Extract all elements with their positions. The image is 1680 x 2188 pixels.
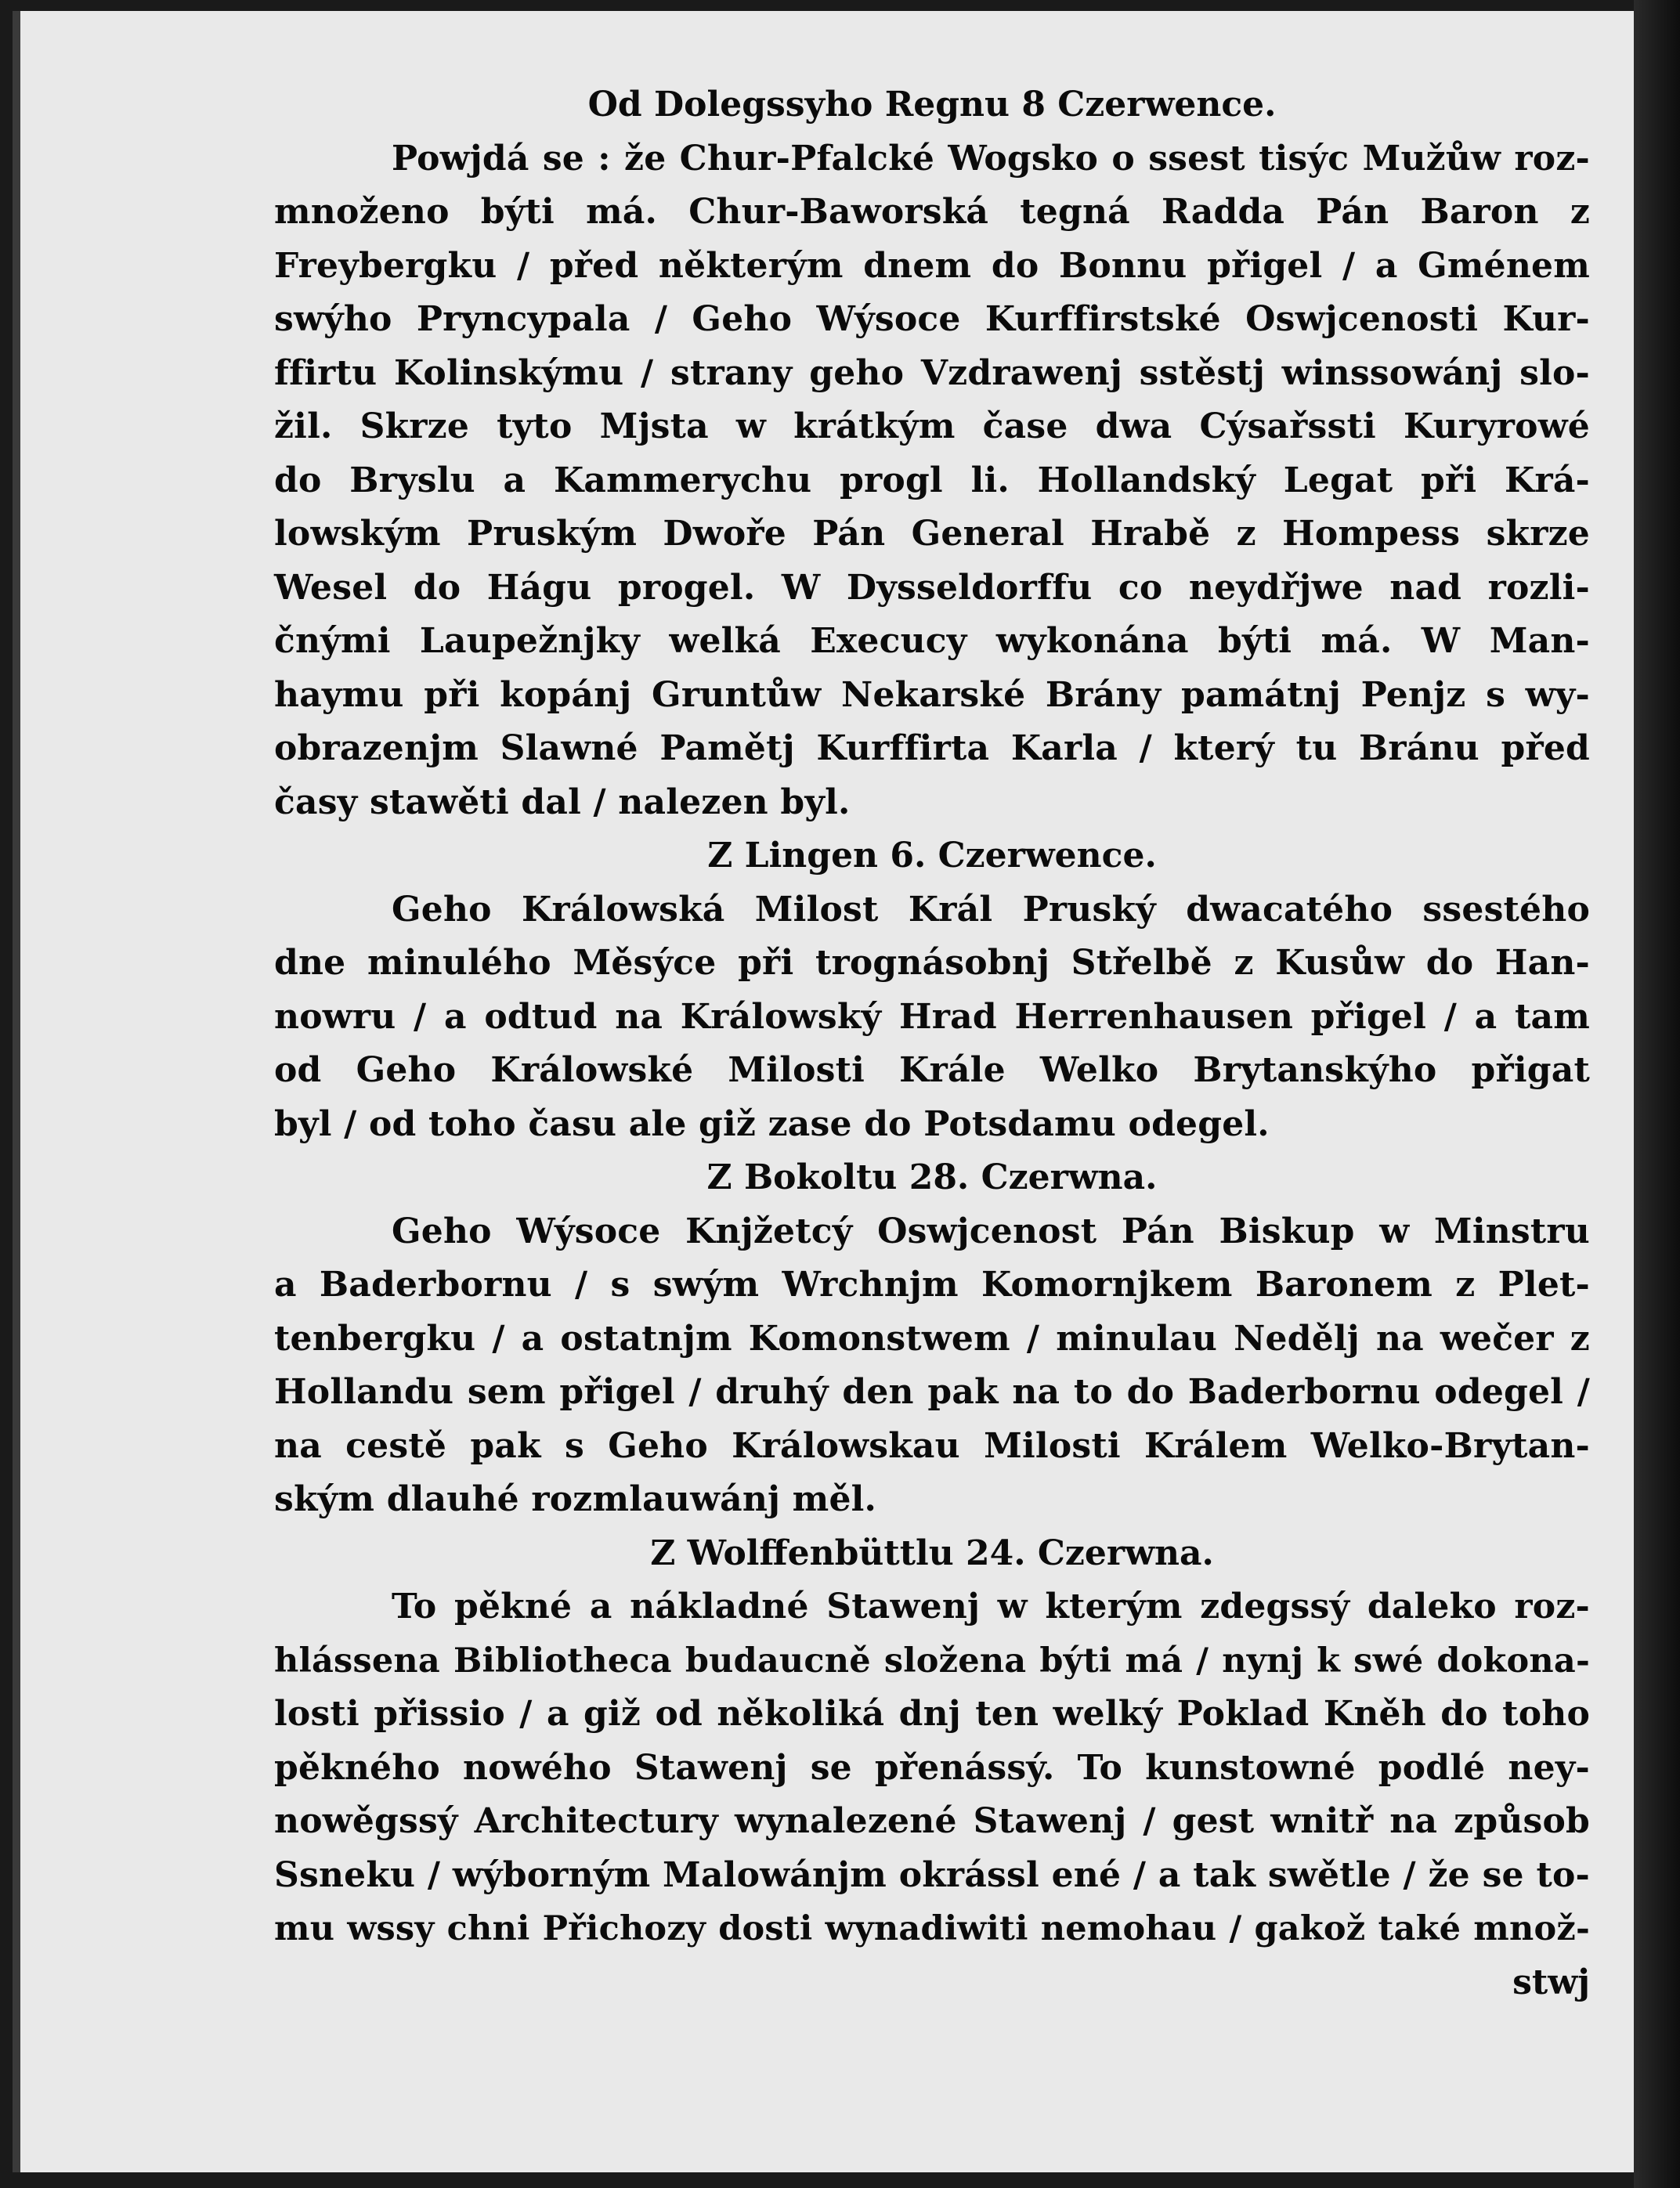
text-line: pěkného nowého Stawenj se přenássý. To kunstowné podlé ney-: [274, 1747, 1590, 1788]
text-line: Geho Králowská Milost Král Pruský dwacatého ssestého: [392, 889, 1590, 930]
text-line: losti přissio / a giž od několiká dnj ten welký Poklad Kněh do toho: [274, 1694, 1590, 1734]
text-line: na cestě pak s Geho Králowskau Milosti Králem Welko-Brytan-: [274, 1425, 1590, 1466]
text-line: ffirtu Kolinskýmu / strany geho Vzdrawenj sstěstj winssowánj slo-: [274, 352, 1590, 393]
text-line: Wesel do Hágu progel. W Dysseldorffu co neydřjwe nad rozli-: [274, 567, 1590, 608]
section-heading: Z Bokoltu 28. Czerwna.: [706, 1157, 1158, 1197]
text-line: byl / od toho času ale giž zase do Potsdamu odegel.: [274, 1103, 1270, 1144]
text-line: dne minulého Měsýce při trognásobnj Střelbě z Kusůw do Han-: [274, 943, 1590, 983]
text-line: do Bryslu a Kammerychu progl li. Hollandský Legat při Krá-: [274, 460, 1590, 500]
section-heading: Z Lingen 6. Czerwence.: [707, 836, 1157, 876]
text-line: swýho Pryncypala / Geho Wýsoce Kurffirstské Oswjcenosti Kur-: [274, 299, 1590, 339]
text-line: To pěkné a nákladné Stawenj w kterým zdegssý daleko roz-: [392, 1587, 1590, 1627]
text-line: časy stawěti dal / nalezen byl.: [274, 782, 851, 822]
text-line: Powjdá se : že Chur-Pfalcké Wogsko o ssest tisýc Mužůw roz-: [392, 138, 1590, 179]
text-line: obrazenjm Slawné Pamětj Kurffirta Karla / který tu Bránu před: [274, 728, 1590, 768]
text-line: nowěgssý Architectury wynalezené Stawenj / gest wnitř na způsob: [274, 1801, 1590, 1841]
text-line: ským dlauhé rozmlauwánj měl.: [274, 1479, 877, 1519]
text-line: mu wssy chni Přichozy dosti wynadiwiti nemohau / gakož také množ-: [274, 1909, 1590, 1948]
catchword: stwj: [1512, 1962, 1590, 2002]
text-line: Hollandu sem přigel / druhý den pak na to do Baderbornu odegel /: [274, 1372, 1590, 1412]
text-line: nowru / a odtud na Králowský Hrad Herrenhausen přigel / a tam: [274, 996, 1590, 1037]
text-line: hlássena Bibliotheca budaucně složena býti má / nynj k swé dokona-: [274, 1641, 1590, 1681]
text-line: Freybergku / před některým dnem do Bonnu přigel / a Gménem: [274, 245, 1590, 286]
newspaper-text-block: [274, 78, 1590, 2009]
section-heading: Od Dolegssyho Regnu 8 Czerwence.: [587, 85, 1277, 125]
text-line: od Geho Králowské Milosti Krále Welko Brytanskýho přigat: [274, 1050, 1590, 1090]
text-line: haymu při kopánj Gruntůw Nekarské Brány památnj Penjz s wy-: [274, 674, 1590, 715]
text-line: čnými Laupežnjky welká Execucy wykonána býti má. W Man-: [274, 621, 1590, 661]
text-line: Geho Wýsoce Knjžetcý Oswjcenost Pán Biskup w Minstru: [392, 1211, 1590, 1251]
text-line: tenbergku / a ostatnjm Komonstwem / minulau Nedělj na wečer z: [274, 1318, 1590, 1359]
text-line: lowským Pruským Dwoře Pán General Hrabě z Hompess skrze: [274, 514, 1590, 554]
text-line: Ssneku / wýborným Malowánjm okrássl ené / a tak swětle / že se to-: [274, 1854, 1590, 1895]
text-line: a Baderbornu / s swým Wrchnjm Komornjkem Baronem z Plet-: [274, 1265, 1590, 1305]
section-heading: Z Wolffenbüttlu 24. Czerwna.: [650, 1533, 1214, 1573]
page-edge-shadow: [1634, 0, 1680, 2188]
text-line: žil. Skrze tyto Mjsta w krátkým čase dwa Cýsařssti Kuryrowé: [274, 406, 1590, 446]
text-line: množeno býti má. Chur-Baworská tegná Radda Pán Baron z: [274, 192, 1590, 232]
